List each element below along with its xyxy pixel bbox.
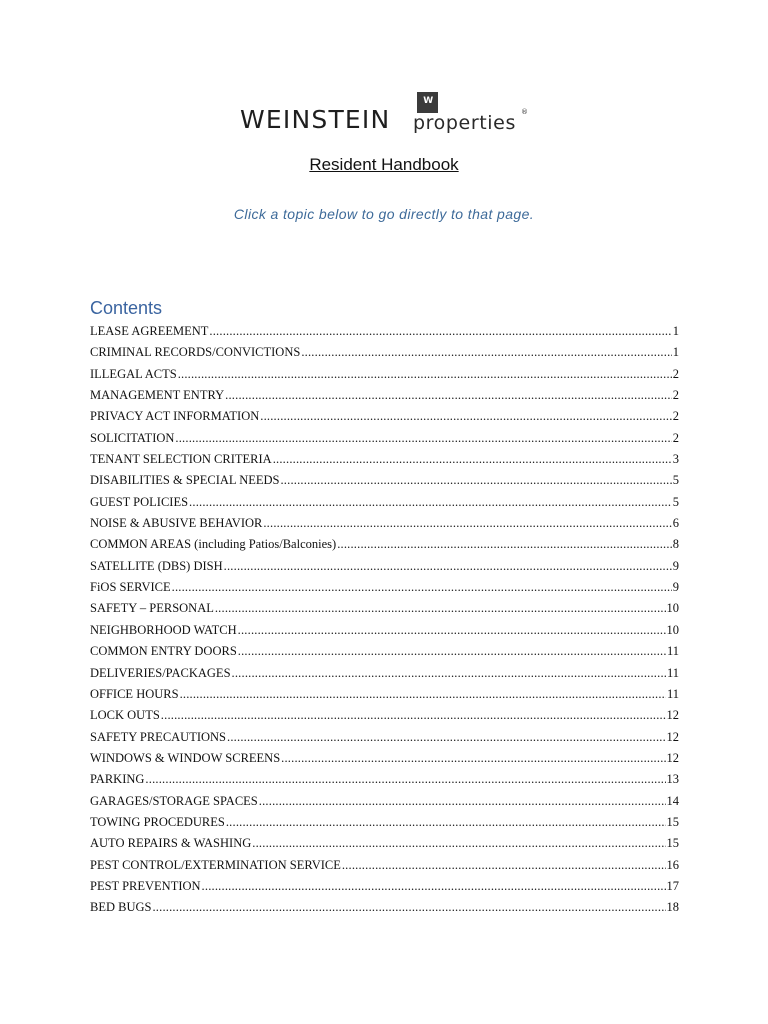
toc-page-number: 2 bbox=[672, 366, 679, 381]
toc-entry-title: SAFETY PRECAUTIONS bbox=[90, 729, 227, 744]
toc-dot-leader bbox=[238, 620, 666, 641]
toc-entry-link[interactable] bbox=[90, 833, 679, 854]
toc-dot-leader bbox=[172, 577, 672, 598]
toc-page-number: 11 bbox=[666, 665, 679, 680]
toc-page-number: 18 bbox=[666, 900, 679, 915]
toc-page-number: 10 bbox=[666, 622, 679, 637]
toc-dot-leader bbox=[152, 897, 665, 918]
toc-dot-leader bbox=[280, 470, 671, 491]
toc-dot-leader bbox=[281, 748, 665, 769]
toc-dot-leader bbox=[232, 663, 666, 684]
toc-entry-title: PEST CONTROL/EXTERMINATION SERVICE bbox=[90, 857, 341, 872]
toc-page-number: 1 bbox=[672, 345, 679, 360]
toc-dot-leader bbox=[342, 855, 666, 876]
toc-entry-title: TENANT SELECTION CRITERIA bbox=[90, 452, 272, 467]
toc-page-number: 11 bbox=[666, 644, 679, 659]
toc-page-number: 15 bbox=[666, 836, 679, 851]
toc-entry-link[interactable] bbox=[90, 620, 679, 641]
toc-page-number: 12 bbox=[666, 708, 679, 723]
toc-entry-title: PARKING bbox=[90, 772, 145, 787]
toc-page-number: 9 bbox=[672, 580, 679, 595]
toc-entry-title: LEASE AGREEMENT bbox=[90, 324, 209, 338]
toc-page-number: 10 bbox=[666, 601, 679, 616]
toc-dot-leader bbox=[215, 598, 666, 619]
toc-entry-title: PEST PREVENTION bbox=[90, 878, 201, 893]
toc-page-number: 5 bbox=[672, 473, 679, 488]
toc-entry-link[interactable] bbox=[90, 321, 679, 342]
toc-dot-leader bbox=[145, 769, 665, 790]
company-logo bbox=[240, 92, 540, 136]
toc-entry-link[interactable] bbox=[90, 598, 679, 619]
toc-dot-leader bbox=[175, 428, 671, 449]
toc-page-number: 6 bbox=[672, 516, 679, 531]
toc-dot-leader bbox=[180, 684, 666, 705]
toc-entry-link[interactable] bbox=[90, 449, 679, 470]
toc-entry-title: NOISE & ABUSIVE BEHAVIOR bbox=[90, 516, 263, 531]
toc-dot-leader bbox=[202, 876, 666, 897]
toc-dot-leader bbox=[161, 705, 666, 726]
instruction-text: Click a topic below to go directly to that page. bbox=[233, 206, 535, 222]
toc-entry-title: MANAGEMENT ENTRY bbox=[90, 388, 225, 403]
toc-entry-title: COMMON ENTRY DOORS bbox=[90, 644, 237, 659]
toc-page-number: 3 bbox=[672, 452, 679, 467]
toc-entry-title: AUTO REPAIRS & WASHING bbox=[90, 836, 252, 851]
toc-dot-leader bbox=[238, 641, 666, 662]
contents-heading: Contents bbox=[90, 298, 163, 318]
toc-page-number: 2 bbox=[672, 409, 679, 424]
logo-subtext: properties bbox=[413, 112, 516, 134]
toc-entry-link[interactable] bbox=[90, 727, 679, 748]
toc-entry-link[interactable] bbox=[90, 364, 679, 385]
toc-entry-link[interactable] bbox=[90, 513, 679, 534]
toc-entry-link[interactable] bbox=[90, 897, 679, 918]
toc-entry-title: NEIGHBORHOOD WATCH bbox=[90, 622, 237, 637]
toc-dot-leader bbox=[209, 321, 671, 342]
toc-dot-leader bbox=[178, 364, 672, 385]
toc-page-number: 16 bbox=[666, 857, 679, 872]
toc-page-number: 17 bbox=[666, 878, 679, 893]
toc-entry-title: DELIVERIES/PACKAGES bbox=[90, 665, 231, 680]
toc-dot-leader bbox=[189, 492, 672, 513]
toc-entry-title: OFFICE HOURS bbox=[90, 686, 179, 701]
toc-dot-leader bbox=[337, 534, 672, 555]
toc-dot-leader bbox=[263, 513, 671, 534]
toc-entry-title: PRIVACY ACT INFORMATION bbox=[90, 409, 260, 424]
toc-page-number: 8 bbox=[672, 537, 679, 552]
toc-entry-title: GARAGES/STORAGE SPACES bbox=[90, 793, 258, 808]
toc-dot-leader bbox=[273, 449, 672, 470]
toc-entry-title: CRIMINAL RECORDS/CONVICTIONS bbox=[90, 345, 301, 360]
toc-entry-title: FiOS SERVICE bbox=[90, 580, 171, 595]
toc-entry-title: SOLICITATION bbox=[90, 430, 175, 445]
document-title: Resident Handbook bbox=[309, 155, 459, 174]
logo-mark-letter: W bbox=[423, 96, 432, 106]
toc-page-number: 15 bbox=[666, 814, 679, 829]
toc-entry-link[interactable] bbox=[90, 406, 679, 427]
toc-entry-link[interactable] bbox=[90, 534, 679, 555]
toc-entry-title: SATELLITE (DBS) DISH bbox=[90, 558, 223, 573]
toc-page-number: 12 bbox=[666, 729, 679, 744]
toc-page-number: 14 bbox=[666, 793, 679, 808]
toc-entry-title: COMMON AREAS (including Patios/Balconies) bbox=[90, 537, 337, 552]
toc-entry-link[interactable] bbox=[90, 577, 679, 598]
toc-entry-title: LOCK OUTS bbox=[90, 708, 160, 723]
toc-entry-link[interactable] bbox=[90, 470, 679, 491]
toc-entry-link[interactable] bbox=[90, 769, 679, 790]
toc-page-number: 11 bbox=[666, 686, 679, 701]
toc-entry-title: ILLEGAL ACTS bbox=[90, 366, 177, 381]
toc-page-number: 13 bbox=[666, 772, 679, 787]
toc-entry-link[interactable] bbox=[90, 556, 679, 577]
toc-dot-leader bbox=[301, 342, 671, 363]
toc-dot-leader bbox=[224, 556, 672, 577]
toc-entry-link[interactable] bbox=[90, 492, 679, 513]
toc-page-number: 9 bbox=[672, 558, 679, 573]
toc-entry-link[interactable] bbox=[90, 684, 679, 705]
toc-entry-link[interactable] bbox=[90, 342, 679, 363]
toc-entry-title: GUEST POLICIES bbox=[90, 494, 189, 509]
toc-dot-leader bbox=[225, 385, 672, 406]
toc-entry-link[interactable] bbox=[90, 812, 679, 833]
toc-dot-leader bbox=[259, 791, 666, 812]
logo-wordmark: WEINSTEIN bbox=[240, 105, 391, 134]
toc-dot-leader bbox=[227, 727, 665, 748]
toc-entry-title: WINDOWS & WINDOW SCREENS bbox=[90, 750, 281, 765]
toc-page-number: 2 bbox=[672, 430, 679, 445]
toc-dot-leader bbox=[226, 812, 666, 833]
toc-page-number: 12 bbox=[666, 750, 679, 765]
table-of-contents bbox=[90, 321, 679, 919]
toc-entry-link[interactable] bbox=[90, 428, 679, 449]
toc-entry-link[interactable] bbox=[90, 385, 679, 406]
toc-entry-title: SAFETY – PERSONAL bbox=[90, 601, 214, 616]
toc-dot-leader bbox=[260, 406, 672, 427]
toc-page-number: 1 bbox=[672, 324, 679, 338]
toc-entry-title: TOWING PROCEDURES bbox=[90, 814, 225, 829]
toc-entry-link[interactable] bbox=[90, 748, 679, 769]
toc-entry-link[interactable] bbox=[90, 663, 679, 684]
logo-registered-mark: ® bbox=[521, 108, 528, 116]
toc-entry-title: BED BUGS bbox=[90, 900, 152, 915]
toc-page-number: 5 bbox=[672, 494, 679, 509]
toc-dot-leader bbox=[252, 833, 665, 854]
toc-entry-link[interactable] bbox=[90, 855, 679, 876]
toc-entry-link[interactable] bbox=[90, 641, 679, 662]
toc-entry-link[interactable] bbox=[90, 705, 679, 726]
toc-entry-link[interactable] bbox=[90, 791, 679, 812]
toc-page-number: 2 bbox=[672, 388, 679, 403]
toc-entry-link[interactable] bbox=[90, 876, 679, 897]
logo-w-mark bbox=[417, 92, 438, 113]
toc-entry-title: DISABILITIES & SPECIAL NEEDS bbox=[90, 473, 280, 488]
